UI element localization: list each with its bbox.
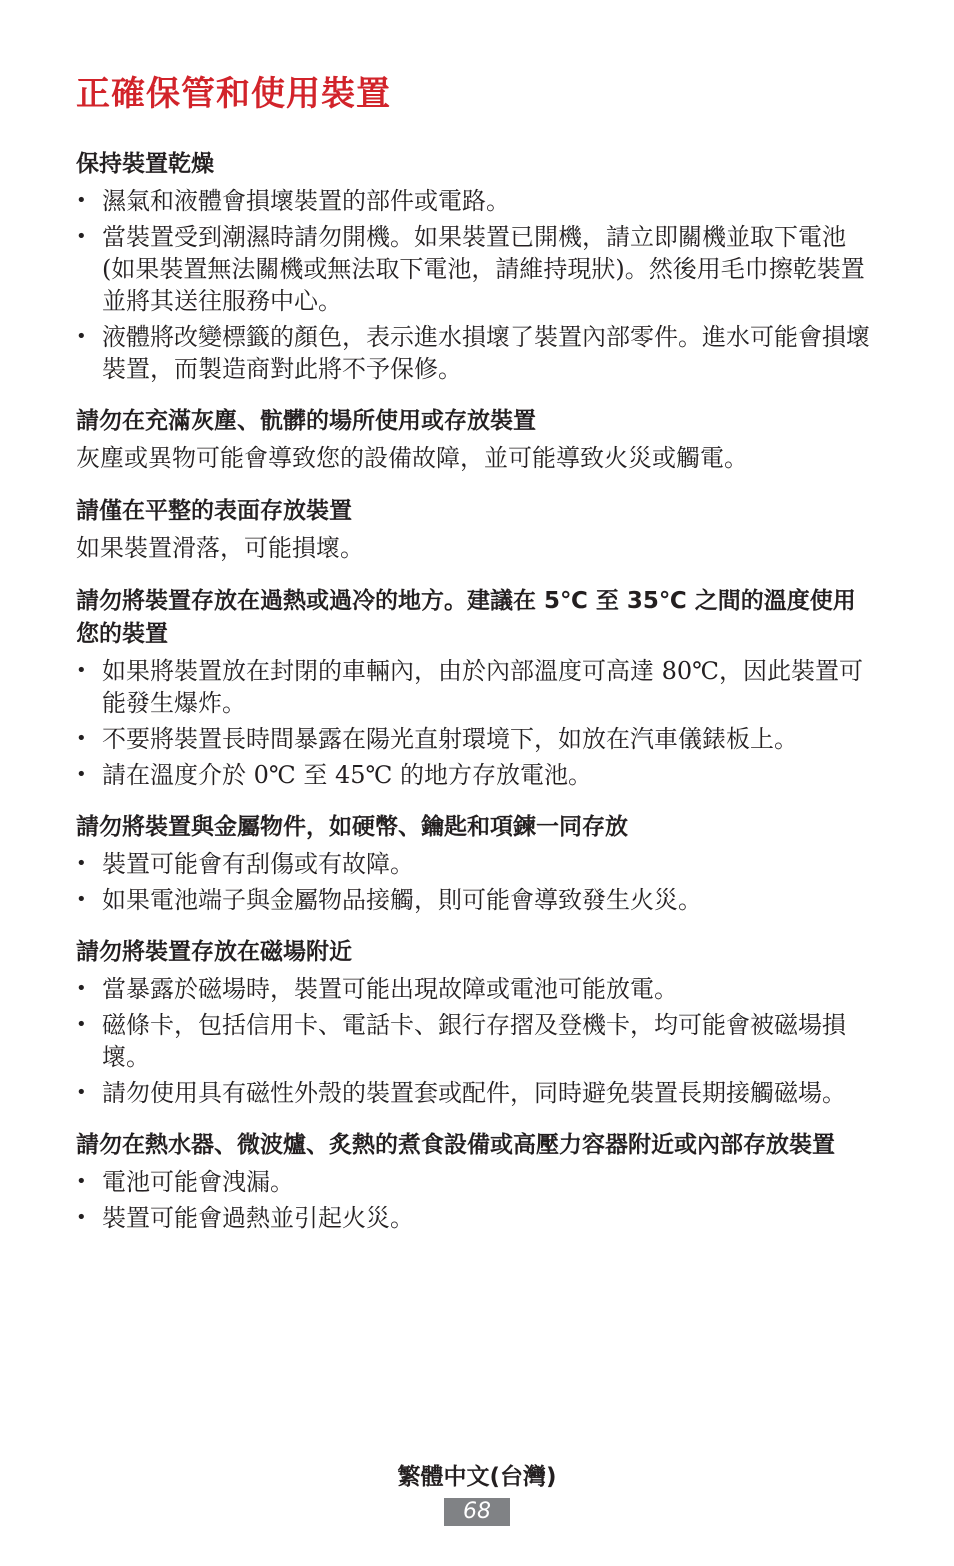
section-heat-sources [76, 1129, 876, 1234]
bullet-item: • 當裝置受到潮濕時請勿開機。如果裝置已開機，請立即關機並取下電池 (如果裝置無法關機或無法取下電池，請維持現狀)。然後用毛巾擦乾裝置並將其送往服務中心。 [76, 221, 876, 317]
bullet-list [76, 185, 876, 385]
bullet-item: • 如果將裝置放在封閉的車輛內，由於內部溫度可高達 80℃，因此裝置可能發生爆炸。 [76, 655, 876, 719]
page-number: 68 [444, 1498, 510, 1526]
bullet-item: • 磁條卡，包括信用卡、電話卡、銀行存摺及登機卡，均可能會被磁場損壞。 [76, 1009, 876, 1073]
section-heading: 保持裝置乾燥 [76, 151, 214, 177]
section-magnetic-fields [76, 936, 876, 1109]
section-dust [76, 405, 876, 475]
page-footer [0, 1460, 954, 1526]
page-title: 正確保管和使用裝置 [76, 74, 391, 114]
section-heading: 請僅在平整的表面存放裝置 [76, 498, 352, 524]
footer-language: 繁體中文(台灣) [397, 1464, 557, 1490]
section-temperature [76, 585, 876, 791]
section-heading: 請勿在充滿灰塵、骯髒的場所使用或存放裝置 [76, 408, 536, 434]
bullet-item: • 請在溫度介於 0℃ 至 45℃ 的地方存放電池。 [76, 759, 876, 791]
bullet-item: • 裝置可能會有刮傷或有故障。 [76, 848, 876, 880]
bullet-list [76, 1166, 876, 1234]
section-heading: 請勿將裝置存放在磁場附近 [76, 939, 352, 965]
bullet-list [76, 848, 876, 916]
bullet-item: • 裝置可能會過熱並引起火災。 [76, 1202, 876, 1234]
bullet-item: • 請勿使用具有磁性外殼的裝置套或配件，同時避免裝置長期接觸磁場。 [76, 1077, 876, 1109]
bullet-item: • 電池可能會洩漏。 [76, 1166, 876, 1198]
bullet-item: • 如果電池端子與金屬物品接觸，則可能會導致發生火災。 [76, 884, 876, 916]
section-body: 如果裝置滑落，可能損壞。 [76, 534, 364, 562]
section-flat-surface [76, 495, 876, 565]
section-keep-dry [76, 148, 876, 385]
bullet-item: • 液體將改變標籤的顏色，表示進水損壞了裝置內部零件。進水可能會損壞裝置，而製造商對此將不予保修。 [76, 321, 876, 385]
section-metal-objects [76, 811, 876, 916]
page-content [76, 70, 876, 1254]
bullet-item: • 濕氣和液體會損壞裝置的部件或電路。 [76, 185, 876, 217]
bullet-item: • 當暴露於磁場時，裝置可能出現故障或電池可能放電。 [76, 973, 876, 1005]
section-heading: 請勿在熱水器、微波爐、炙熱的煮食設備或高壓力容器附近或內部存放裝置 [76, 1132, 835, 1158]
bullet-list [76, 655, 876, 791]
section-heading: 請勿將裝置存放在過熱或過冷的地方。建議在 5℃ 至 35℃ 之間的溫度使用您的裝置 [76, 588, 856, 647]
bullet-item: • 不要將裝置長時間暴露在陽光直射環境下，如放在汽車儀錶板上。 [76, 723, 876, 755]
bullet-list [76, 973, 876, 1109]
section-body: 灰塵或異物可能會導致您的設備故障，並可能導致火災或觸電。 [76, 444, 748, 472]
section-heading: 請勿將裝置與金屬物件，如硬幣、鑰匙和項鍊一同存放 [76, 814, 628, 840]
